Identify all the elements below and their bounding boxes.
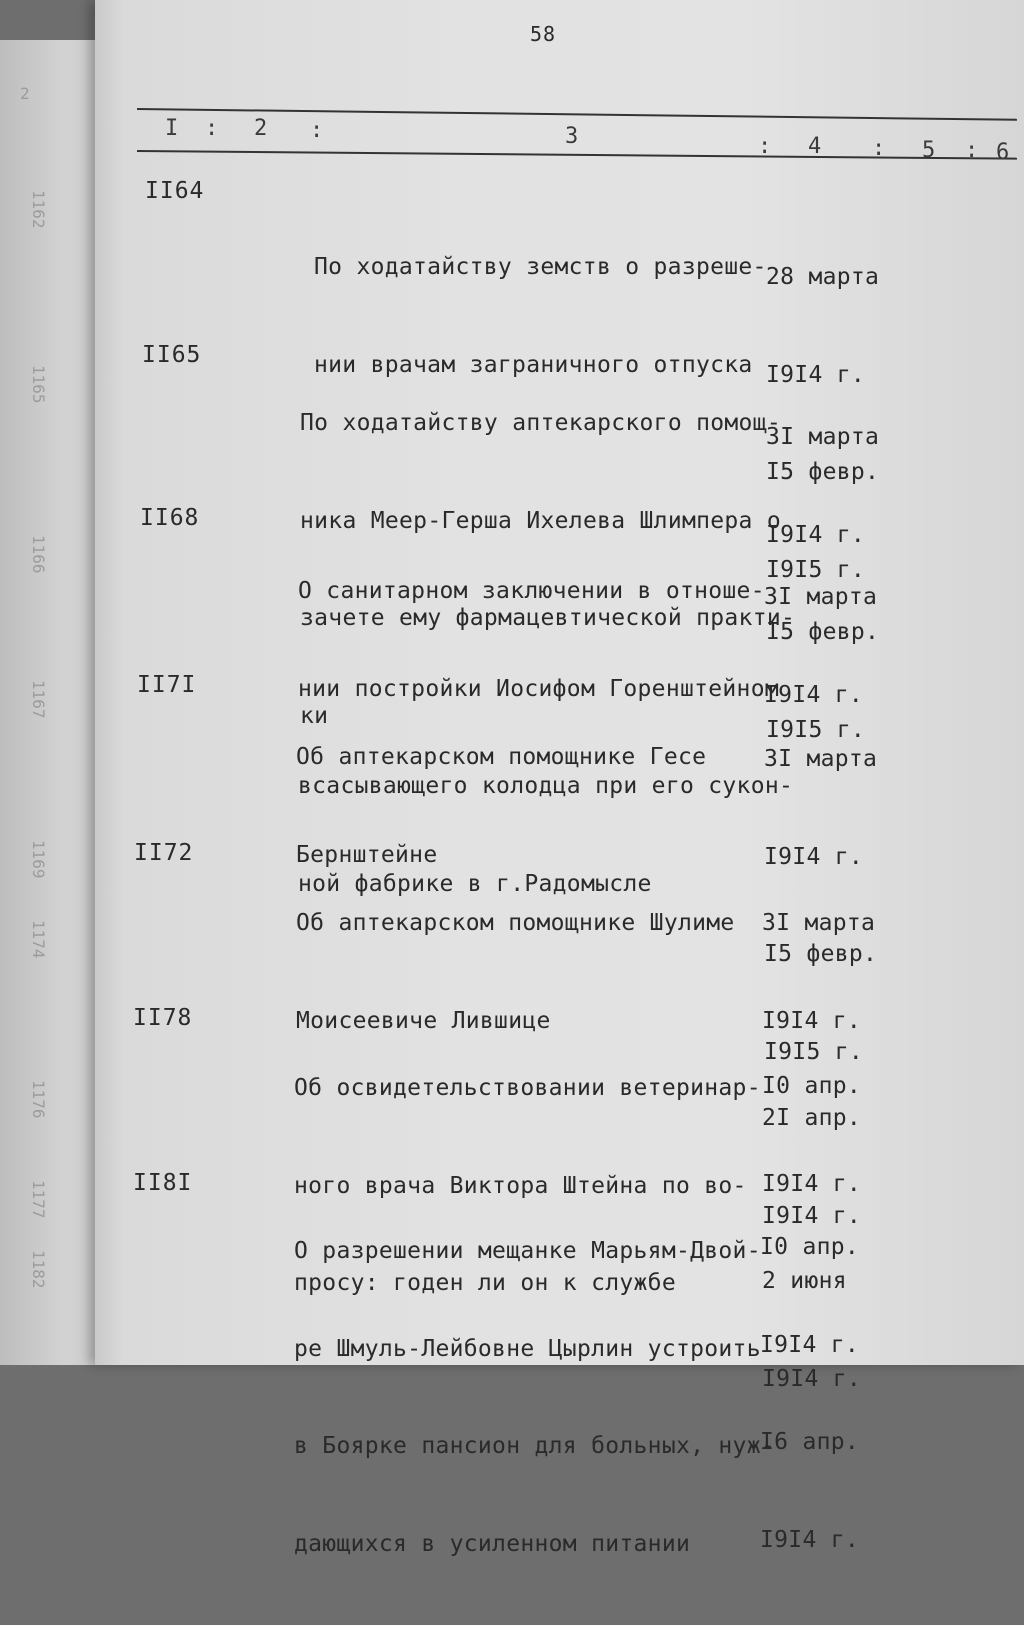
case-number: II72 — [134, 840, 194, 866]
case-number: II8I — [133, 1170, 193, 1196]
description-line: всасывающего колодца при его сукон- — [298, 773, 794, 799]
underlying-page-number: 1182 — [29, 1250, 48, 1289]
description-line: ного врача Виктора Штейна по во- — [294, 1172, 747, 1199]
column-separator: : — [965, 138, 979, 163]
date-line: I9I5 г. — [766, 556, 866, 583]
date-line: I6 апр. — [760, 1429, 860, 1455]
description-line: зачете ему фармацевтической практи- — [300, 605, 796, 631]
description-line: О разрешении мещанке Марьям-Двой- — [294, 1238, 761, 1264]
column-header-3: 3 — [565, 124, 579, 149]
description-line: ре Шмуль-Лейбовне Цырлин устроить — [294, 1335, 761, 1362]
description-line: Об аптекарском помощнике Гесе — [296, 744, 707, 770]
date-line: I9I4 г. — [762, 1202, 862, 1229]
description-line: в Боярке пансион для больных, нуж- — [294, 1433, 776, 1459]
date-line: 2 июня — [762, 1268, 847, 1294]
underlying-page-number: 1169 — [29, 840, 48, 879]
date-line: I5 февр. — [764, 941, 878, 967]
underlying-page-number: 1167 — [29, 680, 48, 719]
case-number: II7I — [137, 672, 197, 698]
underlying-page-number: 1166 — [29, 535, 48, 574]
date-line: 28 марта — [766, 264, 880, 290]
date-line: I9I4 г. — [766, 361, 866, 388]
underlying-page-number: 1176 — [29, 1080, 48, 1119]
date-line: I9I4 г. — [760, 1526, 860, 1553]
date-line: I0 апр. — [760, 1234, 860, 1260]
case-number: II68 — [140, 505, 200, 531]
underlying-page-number: 1174 — [29, 920, 48, 959]
underlying-page-number: 1165 — [29, 365, 48, 404]
description-line: Моисеевиче Лившице — [296, 1007, 551, 1034]
date-line: I9I4 г. — [762, 1365, 862, 1392]
case-dates — [760, 1166, 862, 1621]
column-separator: : — [758, 134, 772, 159]
underlying-page-number: 1177 — [29, 1180, 48, 1219]
description-line: По ходатайству аптекарского помощ- — [300, 410, 782, 436]
description-line: Об освидетельствовании ветеринар- — [294, 1075, 761, 1101]
description-line: Об аптекарском помощнике Шулиме — [296, 910, 735, 936]
description-line: Бернштейне — [296, 841, 438, 868]
date-line: I0 апр. — [762, 1073, 862, 1099]
date-line: I9I5 г. — [764, 1038, 864, 1065]
column-header-1: I — [165, 116, 179, 141]
description-line: ки — [300, 702, 329, 729]
date-line: 3I марта — [766, 424, 880, 450]
date-line: 3I марта — [762, 910, 876, 936]
column-separator: : — [872, 136, 886, 161]
case-description — [294, 1170, 775, 1625]
column-header-6: 6 — [996, 140, 1010, 165]
date-line: 3I марта — [764, 746, 878, 772]
description-line: просу: годен ли он к службе — [294, 1270, 676, 1296]
column-header-4: 4 — [808, 134, 822, 159]
underlying-page-number: 2 — [20, 84, 30, 103]
description-line: нии врачам заграничного отпуска — [314, 351, 753, 378]
date-line: I9I4 г. — [764, 681, 864, 708]
description-line: нии постройки Иосифом Горенштейном — [298, 675, 780, 702]
column-header-2: 2 — [254, 116, 268, 141]
underlying-page-number: 1162 — [29, 190, 48, 229]
underlying-page — [0, 40, 110, 1365]
description-line: дающихся в усиленном питании — [294, 1530, 691, 1557]
description-line: ника Меер-Герша Ихелева Шлимпера о — [300, 507, 782, 534]
date-line: I9I5 г. — [766, 716, 866, 743]
description-line: По ходатайству земств о разреше- — [314, 254, 767, 280]
case-number: II64 — [145, 178, 205, 204]
date-line: I9I4 г. — [760, 1331, 860, 1358]
case-number: II78 — [133, 1005, 193, 1031]
date-line: I9I4 г. — [764, 843, 864, 870]
date-line: 3I марта — [764, 584, 878, 610]
date-line: 2I апр. — [762, 1105, 862, 1131]
description-line: ной фабрике в г.Радомысле — [298, 870, 652, 897]
date-line: I9I4 г. — [762, 1007, 862, 1034]
date-line: I9I4 г. — [766, 521, 866, 548]
column-separator: : — [310, 118, 324, 143]
date-line: I5 февр. — [766, 459, 880, 485]
description-line: О санитарном заключении в отноше- — [298, 578, 765, 604]
date-line: I9I4 г. — [762, 1170, 862, 1197]
page-number: 58 — [530, 22, 557, 46]
column-separator: : — [205, 116, 219, 141]
case-number: II65 — [142, 342, 202, 368]
column-header-5: 5 — [922, 138, 936, 163]
date-line: I5 февр. — [766, 619, 880, 645]
